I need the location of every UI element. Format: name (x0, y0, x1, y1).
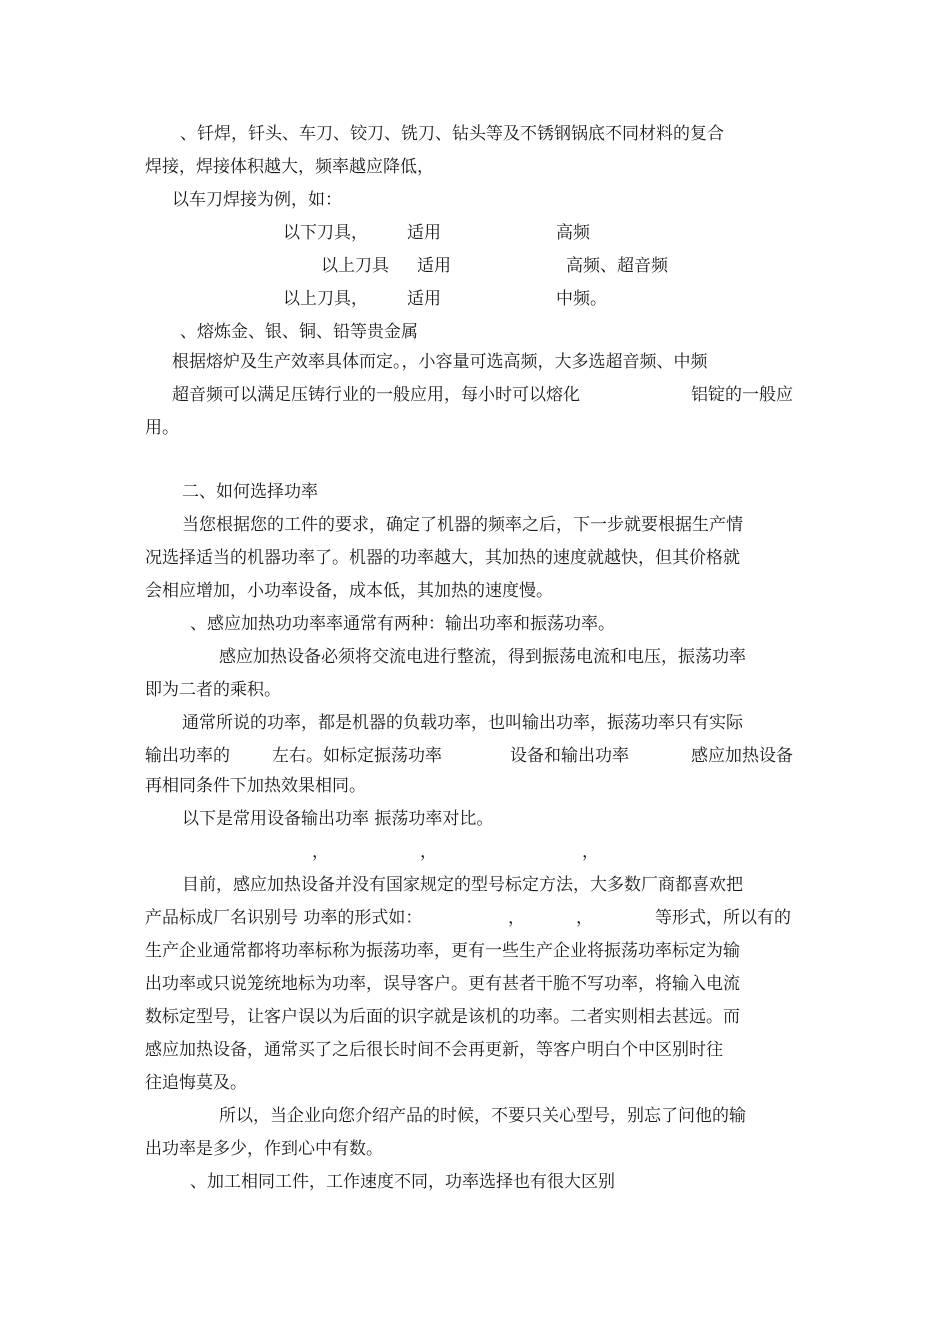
text-line: 高频 (556, 223, 590, 243)
text-line: ， (576, 908, 593, 928)
text-line: ， (420, 842, 437, 862)
text-line: 以车刀焊接为例，如： (172, 190, 342, 210)
text-line: 以上刀具 (321, 256, 389, 276)
text-line: 感应加热设备必须将交流电进行整流，得到振荡电流和电压，振荡功率 (219, 647, 746, 667)
text-line: 目前，感应加热设备并没有国家规定的型号标定方法，大多数厂商都喜欢把 (182, 875, 743, 895)
text-line: 当您根据您的工件的要求，确定了机器的频率之后，下一步就要根据生产情 (182, 515, 743, 535)
text-line: ， (582, 842, 599, 862)
text-line: 、加工相同工件，工作速度不同，功率选择也有很大区别 (190, 1172, 615, 1192)
text-line: 数标定型号，让客户误以为后面的识字就是该机的功率。二者实则相去甚远。而 (145, 1007, 740, 1027)
text-line: 铝锭的一般应 (691, 385, 793, 405)
text-line: 出功率或只说笼统地标为功率，误导客户。更有甚者干脆不写功率，将输入电流 (145, 974, 740, 994)
text-line: 、熔炼金、银、铜、铅等贵金属 (180, 322, 418, 342)
text-line: 适用 (407, 289, 441, 309)
text-line: 况选择适当的机器功率了。机器的功率越大，其加热的速度就越快，但其价格就 (145, 548, 740, 568)
text-line: ， (508, 908, 525, 928)
text-line: 出功率是多少，作到心中有数。 (145, 1139, 383, 1159)
text-line: 焊接，焊接体积越大，频率越应降低， (145, 157, 434, 177)
text-line: 以上刀具， (283, 289, 368, 309)
text-line: 感应加热设备 (691, 746, 793, 766)
text-line: 即为二者的乘积。 (145, 680, 281, 700)
text-line: 高频、超音频 (566, 256, 668, 276)
text-line: 以下是常用设备输出功率 振荡功率对比。 (182, 809, 494, 829)
section-heading: 二、如何选择功率 (182, 482, 318, 502)
text-line: 往追悔莫及。 (145, 1073, 247, 1093)
text-line: 适用 (407, 223, 441, 243)
text-line: 中频。 (556, 289, 607, 309)
text-line: 超音频可以满足压铸行业的一般应用，每小时可以熔化 (172, 385, 580, 405)
text-line: 适用 (417, 256, 451, 276)
text-line: 生产企业通常都将功率标称为振荡功率，更有一些生产企业将振荡功率标定为输 (145, 941, 740, 961)
text-line: ， (312, 842, 329, 862)
text-line: 、感应加热功功率率通常有两种：输出功率和振荡功率。 (190, 614, 615, 634)
text-line: 会相应增加，小功率设备，成本低，其加热的速度慢。 (145, 581, 553, 601)
text-line: 感应加热设备，通常买了之后很长时间不会再更新，等客户明白个中区别时往 (145, 1040, 723, 1060)
text-line: 再相同条件下加热效果相同。 (145, 776, 366, 796)
text-line: 以下刀具， (283, 223, 368, 243)
text-line: 根据熔炉及生产效率具体而定。，小容量可选高频，大多选超音频、中频 (172, 352, 708, 372)
text-line: 产品标成厂名识别号 功率的形式如： (145, 908, 423, 928)
text-line: 用。 (145, 418, 179, 438)
text-line: 通常所说的功率，都是机器的负载功率，也叫输出功率，振荡功率只有实际 (182, 713, 743, 733)
text-line: 输出功率的 (145, 746, 230, 766)
text-line: 设备和输出功率 (510, 746, 629, 766)
text-line: 、钎焊，钎头、车刀、铰刀、铣刀、钻头等及不锈钢锅底不同材料的复合 (180, 124, 724, 144)
text-line: 等形式，所以有的 (655, 908, 791, 928)
text-line: 左右。如标定振荡功率 (272, 746, 442, 766)
text-line: 所以，当企业向您介绍产品的时候，不要只关心型号，别忘了问他的输 (219, 1106, 746, 1126)
